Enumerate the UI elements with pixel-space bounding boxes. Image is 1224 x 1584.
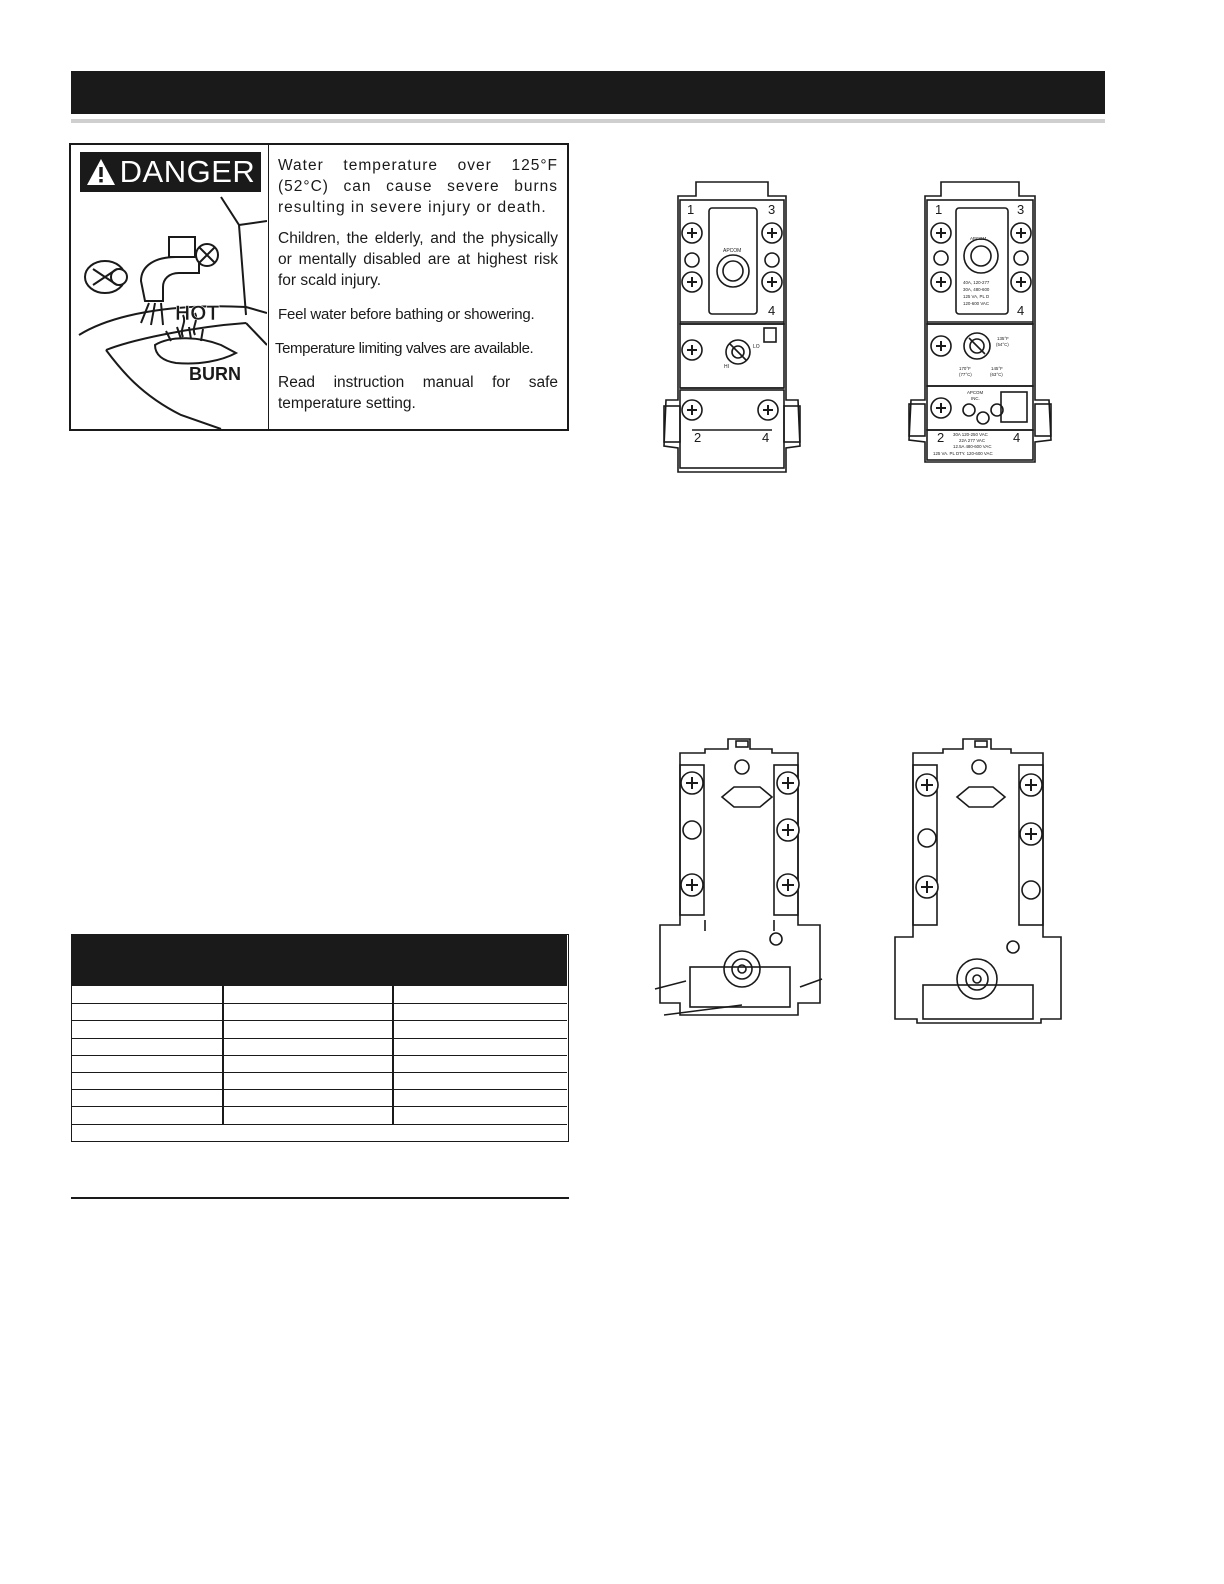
rating-line: 30A, 480-600	[963, 287, 990, 292]
rating-line: 22A 277 VAC	[959, 438, 986, 443]
rating-line: 125 VA, PL D	[963, 294, 990, 299]
danger-banner	[80, 152, 261, 192]
brand-label: APCOM	[970, 236, 987, 241]
terminal-label: 4	[762, 430, 770, 445]
table-row-line	[72, 1089, 567, 1090]
table-column-line	[222, 986, 224, 1125]
lower-thermostat-figure-a	[650, 735, 830, 1020]
dial-setting: (77°C)	[959, 372, 972, 377]
dial-setting: 170°F	[959, 366, 971, 371]
terminal-label: 3	[1017, 202, 1025, 217]
terminal-label: 4	[1013, 430, 1021, 445]
table-row-line	[72, 1072, 567, 1073]
danger-paragraph: Children, the elderly, and the physically or mentally disabled are at highest risk for scald injury.	[278, 230, 558, 289]
table-row-line	[72, 1124, 567, 1125]
rating-line: 40A, 120-277	[963, 280, 990, 285]
rating-line: 30A 120-250 VAC	[953, 432, 988, 437]
terminal-label: 2	[937, 430, 945, 445]
table-row-line	[72, 1003, 567, 1004]
danger-paragraph: Water temperature over 125°F (52°C) can cause severe burns resulting in severe injury or death.	[278, 157, 558, 216]
danger-label	[69, 143, 569, 431]
upper-thermostat-figure-b	[901, 178, 1059, 468]
danger-paragraph: Feel water before bathing or showering.	[278, 306, 535, 323]
terminal-label: 1	[687, 202, 695, 217]
dial-setting: (63°C)	[990, 372, 1003, 377]
scald-hazard-picture	[71, 195, 267, 429]
hot-word: HOT	[175, 302, 220, 325]
dial-setting: (54°C)	[996, 342, 1009, 347]
header-rule	[71, 119, 1105, 123]
dial-setting: 135°F	[997, 336, 1009, 341]
danger-label-left-panel	[71, 145, 269, 429]
table-row-line	[72, 1038, 567, 1039]
table-column-line	[392, 986, 394, 1125]
table-row-line	[72, 1020, 567, 1021]
danger-signal-word: DANGER	[119, 154, 256, 189]
lower-thermostat-figure-b	[891, 735, 1066, 1025]
table-row-line	[72, 1055, 567, 1056]
brand-label: APCOM	[967, 390, 984, 395]
brand-label: APCOM	[723, 248, 742, 254]
section-rule	[71, 1197, 569, 1199]
temperature-table	[71, 934, 569, 1142]
terminal-label: 3	[768, 202, 776, 217]
danger-label-text	[275, 155, 558, 414]
rating-line: 125 VA. PL DTY. 120-600 VAC	[933, 451, 993, 456]
dial-hi-label: HI	[724, 364, 729, 370]
temperature-table-header	[72, 935, 567, 986]
rating-line: 12.5A 480-600 VAC	[953, 444, 992, 449]
brand-sub-label: INC.	[971, 396, 980, 401]
table-row-line	[72, 1106, 567, 1107]
danger-paragraph: Read instruction manual for safe temperature setting.	[278, 374, 558, 412]
warning-triangle-icon	[86, 158, 116, 186]
burn-word: BURN	[189, 364, 241, 384]
upper-thermostat-figure-a	[654, 178, 809, 478]
header-bar	[71, 71, 1105, 114]
rating-line: 120-600 VAC	[963, 301, 990, 306]
dial-lo-label: LO	[753, 344, 760, 350]
terminal-label: 4	[1017, 303, 1025, 318]
terminal-label: 2	[694, 430, 702, 445]
danger-paragraph: Temperature limiting valves are available.	[275, 340, 534, 357]
terminal-label: 4	[768, 303, 776, 318]
terminal-label: 1	[935, 202, 943, 217]
dial-setting: 145°F	[991, 366, 1003, 371]
